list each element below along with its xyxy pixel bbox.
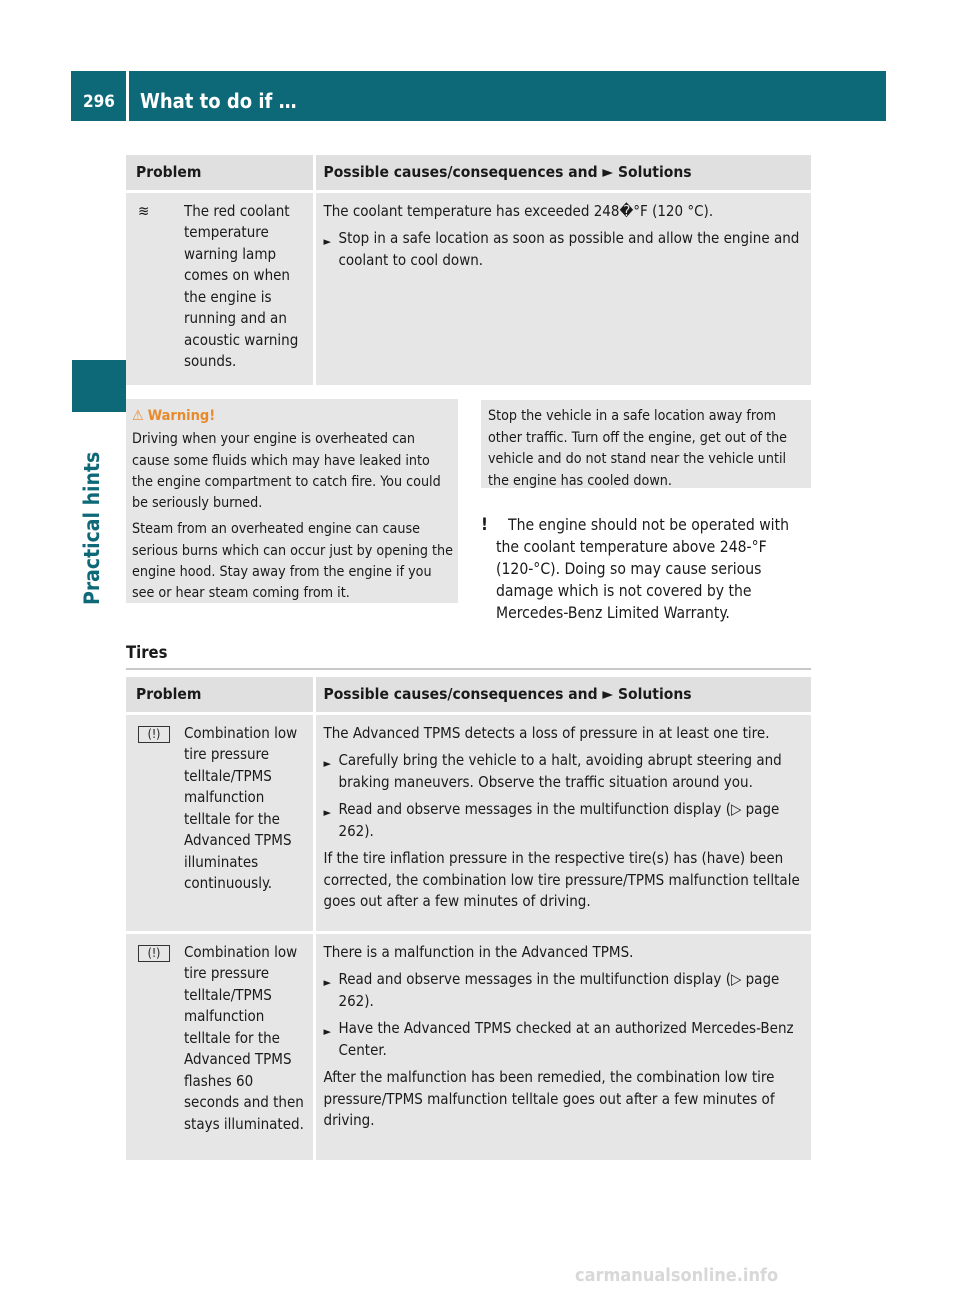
table-row (126, 932, 811, 1160)
step-arrow-icon: ► (323, 976, 332, 989)
warning-box (126, 399, 458, 603)
section-label: Practical hints (80, 451, 104, 605)
step-arrow-icon: ► (323, 1025, 332, 1038)
tire-pressure-icon: (!) (138, 726, 170, 743)
problem-text: Combination low tire pressure telltale/TPMS malfunction telltale for the Advanced TPMS flashes 60 seconds and then stays illuminated. (184, 942, 304, 1133)
tires-problem-table (126, 677, 811, 1160)
problem-text: Combination low tire pressure telltale/TPMS malfunction telltale for the Advanced TPMS illuminates continuously. (184, 723, 298, 892)
solution-step: ► Stop in a safe location as soon as possible and allow the engine and coolant to cool down. (324, 228, 804, 271)
table-row (126, 713, 811, 932)
problem-text: The red coolant temperature warning lamp comes on when the engine is running and an acoustic warning sounds. (184, 201, 299, 370)
coolant-temperature-icon: ≋ (138, 201, 150, 220)
warning-paragraph: Driving when your engine is overheated can cause some fluids which may have leaked into the engine compartment to catch fire. You could be seriously burned. (132, 431, 441, 512)
solution-step: ► Have the Advanced TPMS checked at an authorized Mercedes-Benz Center. (324, 1018, 804, 1061)
cause-text: The coolant temperature has exceeded 248�°F (120 °C). (323, 201, 714, 220)
column-header-problem: Problem (126, 155, 314, 191)
coolant-problem-table (126, 155, 811, 385)
column-header-solutions: Possible causes/consequences and ► Solutions (314, 155, 811, 191)
notice-text: The engine should not be operated with the coolant temperature above 248‑°F (120‑°C). Doing so may cause serious damage which is not covered by the Mercedes-Benz Limited Warranty. (496, 516, 789, 622)
solution-step: ► Carefully bring the vehicle to a halt, avoiding abrupt steering and braking maneuvers. Observe the traffic situation around you. (324, 750, 804, 793)
note-text: After the malfunction has been remedied, the combination low tire pressure/TPMS malfunction telltale goes out after a few minutes of driving. (323, 1068, 775, 1129)
page-title: What to do if … (129, 71, 886, 121)
notice-exclamation-icon: ! (481, 515, 488, 535)
step-arrow-icon: ► (323, 757, 332, 770)
footer-watermark: carmanualsonline.info (575, 1265, 779, 1286)
step-arrow-icon: ► (323, 235, 332, 248)
column-header-solutions: Possible causes/consequences and ► Solutions (314, 677, 811, 713)
instruction-box: Stop the vehicle in a safe location away from other traffic. Turn off the engine, get out of the vehicle and do not stand near the vehicle until the engine has cooled down. (481, 400, 811, 488)
notice (481, 514, 811, 624)
solution-step: ► Read and observe messages in the multifunction display (▷ page 262). (324, 969, 804, 1012)
warning-paragraph: Steam from an overheated engine can cause serious burns which can occur just by opening the engine hood. Stay away from the engine if you see or hear steam coming from it. (132, 521, 453, 602)
cause-text: There is a malfunction in the Advanced TPMS. (323, 942, 634, 961)
step-arrow-icon: ► (323, 806, 332, 819)
cause-text: The Advanced TPMS detects a loss of pressure in at least one tire. (323, 723, 770, 742)
tire-pressure-icon: (!) (138, 945, 170, 962)
solution-step: ► Read and observe messages in the multifunction display (▷ page 262). (324, 799, 804, 842)
warning-triangle-icon: ⚠ (132, 408, 144, 424)
page-number: 296 (71, 71, 126, 121)
note-text: If the tire inflation pressure in the respective tire(s) has (have) been corrected, the combination low tire pressure/TPMS malfunction telltale goes out after a few minutes of driving. (323, 849, 800, 910)
section-heading-tires: Tires (126, 643, 811, 670)
warning-title: Warning! (147, 408, 216, 424)
section-tab-marker (72, 360, 126, 412)
column-header-problem: Problem (126, 677, 314, 713)
